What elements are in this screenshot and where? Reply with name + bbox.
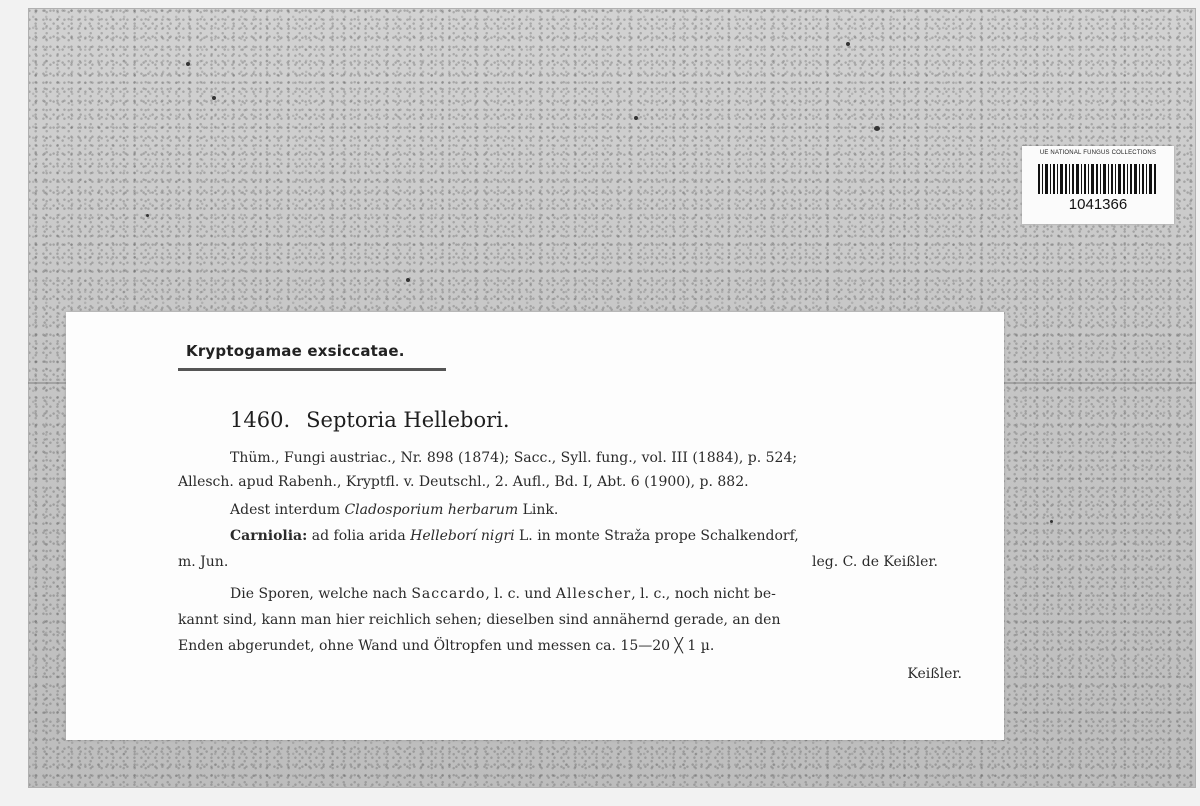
debris-speck [874, 126, 880, 131]
debris-speck [186, 62, 190, 66]
note1-e: , l. c., noch nicht be- [631, 586, 776, 602]
series-title: Kryptogamae exsiccatae. [186, 342, 405, 360]
barcode-title: UE NATIONAL FUNGUS COLLECTIONS [1039, 150, 1157, 156]
exsiccata-label [66, 312, 1004, 740]
adest-species: Cladosporium herbarum [344, 502, 519, 518]
species-heading [230, 408, 510, 432]
species-number: 1460. [230, 408, 291, 432]
date-legit-line [178, 550, 984, 574]
note-line-3: Enden abgerundet, ohne Wand und Öltropfen und messen ca. 15—20 ╳ 1 µ. [178, 638, 715, 654]
note1-author-1: Saccardo [411, 586, 486, 602]
locality-host: Helleborí nigri [410, 528, 515, 544]
debris-speck [212, 96, 216, 100]
note-line-1 [178, 582, 984, 606]
legit: leg. C. de Keißler. [812, 554, 938, 570]
adest-suffix: Link. [522, 502, 559, 518]
signature: Keißler. [907, 666, 962, 682]
species-name: Septoria Hellebori. [306, 408, 510, 432]
series-underline [178, 368, 446, 371]
debris-speck [1050, 520, 1053, 523]
note1-author-2: Allescher [555, 586, 632, 602]
barcode-icon [1038, 164, 1158, 194]
collection-date: m. Jun. [178, 554, 229, 570]
barcode-number: 1041366 [1068, 196, 1128, 213]
debris-speck [634, 116, 638, 120]
note1-c: , l. c. und [485, 586, 552, 602]
note-line-2: kannt sind, kann man hier reichlich sehen; dieselben sind annähernd gerade, an den [178, 612, 781, 628]
reference-line-2: Allesch. apud Rabenh., Kryptfl. v. Deutschl., 2. Aufl., Bd. I, Abt. 6 (1900), p. 882. [178, 474, 749, 490]
adest-prefix: Adest interdum [230, 502, 340, 518]
locality-suffix: L. in monte Straža prope Schalkendorf, [519, 528, 799, 544]
note1-a: Die Sporen, welche nach [230, 586, 407, 602]
debris-speck [406, 278, 410, 282]
locality-prefix: ad folia arida [311, 528, 406, 544]
locality-line [178, 524, 984, 548]
debris-speck [846, 42, 850, 46]
barcode-label [1022, 146, 1174, 224]
locality-region: Carniolia: [230, 528, 308, 544]
reference-line-1: Thüm., Fungi austriac., Nr. 898 (1874); Sacc., Syll. fung., vol. III (1884), p. 524; [230, 450, 798, 466]
debris-speck [146, 214, 149, 217]
adest-line [178, 498, 984, 522]
